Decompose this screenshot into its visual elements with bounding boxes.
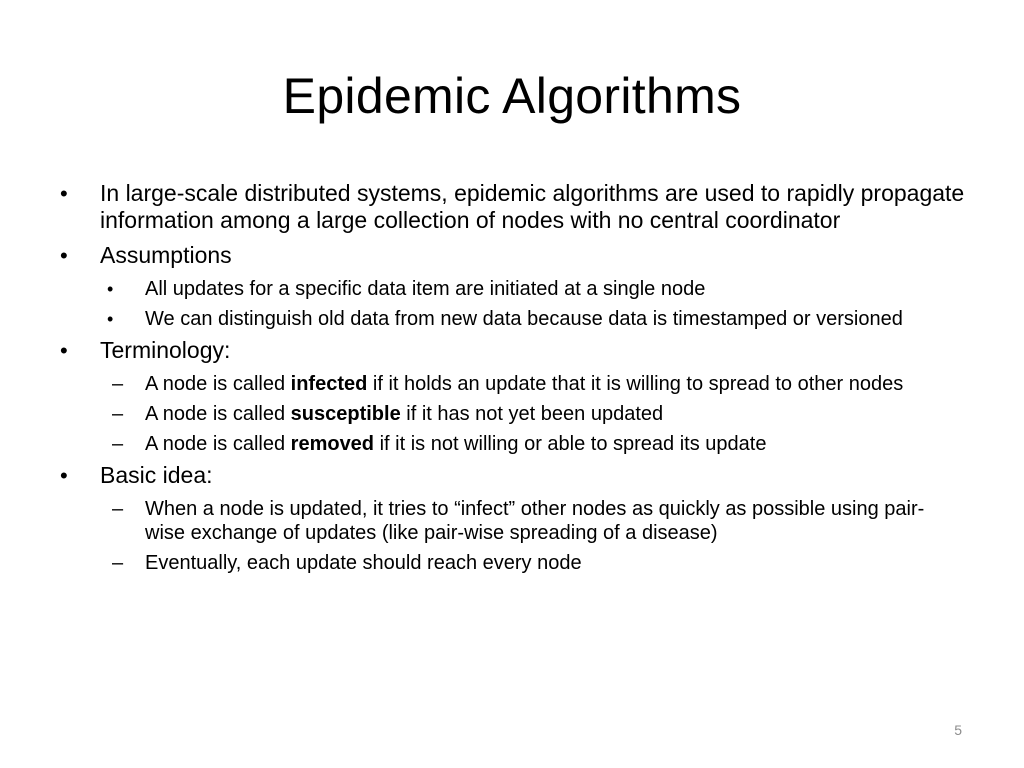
sub-bullet-text: Eventually, each update should reach every node — [145, 552, 582, 574]
sub-bullet-marker: – — [112, 552, 124, 574]
bullet-text: In large-scale distributed systems, epidemic algorithms are used to rapidly propagate information among a large collection of nodes with no central coordinator — [100, 180, 965, 233]
bullet-text: Assumptions — [100, 242, 232, 268]
sub-bullet-infect-others — [0, 497, 1024, 545]
bullet-marker: • — [60, 338, 68, 363]
sub-bullet-text: When a node is updated, it tries to “infect” other nodes as quickly as possible using pair-wise exchange of updates (like pair-wise spreading of a disease) — [145, 498, 925, 544]
bullet-marker: • — [60, 463, 68, 488]
sub-bullet-marker: – — [112, 433, 124, 455]
slide-number: 5 — [954, 722, 962, 738]
bullet-text: Terminology: — [100, 337, 231, 363]
bullet-terminology — [0, 337, 1024, 364]
sub-bullet-text-post: if it holds an update that it is willing to spread to other nodes — [367, 373, 904, 395]
bullet-distributed-systems — [0, 180, 1024, 234]
sub-bullet-text-post: if it is not willing or able to spread its update — [374, 433, 767, 455]
sub-bullet-single-node — [0, 277, 1024, 301]
bullet-assumptions — [0, 242, 1024, 269]
sub-bullet-text-post: if it has not yet been updated — [400, 403, 664, 425]
sub-bullet-infected — [0, 372, 1024, 396]
term-susceptible: susceptible — [290, 403, 401, 425]
sub-bullet-marker: – — [112, 403, 124, 425]
slide-body — [0, 180, 1024, 581]
sub-bullet-text-pre: A node is called — [145, 403, 291, 425]
sub-bullet-text: All updates for a specific data item are initiated at a single node — [145, 278, 706, 300]
sub-bullet-removed — [0, 432, 1024, 456]
term-infected: infected — [290, 373, 368, 395]
bullet-text: Basic idea: — [100, 462, 213, 488]
bullet-marker: • — [60, 181, 68, 206]
bullet-marker: • — [60, 243, 68, 268]
sub-bullet-timestamped — [0, 307, 1024, 331]
slide-title: Epidemic Algorithms — [282, 68, 742, 124]
sub-bullet-marker: – — [112, 498, 124, 520]
sub-bullet-marker: – — [112, 373, 124, 395]
term-removed: removed — [290, 433, 375, 455]
sub-bullet-text-pre: A node is called — [145, 373, 291, 395]
sub-bullet-susceptible — [0, 402, 1024, 426]
sub-bullet-text-pre: A node is called — [145, 433, 291, 455]
sub-bullet-text: We can distinguish old data from new data because data is timestamped or versioned — [145, 308, 903, 330]
sub-bullet-eventually — [0, 551, 1024, 575]
bullet-basic-idea — [0, 462, 1024, 489]
sub-bullet-marker: • — [107, 309, 114, 329]
sub-bullet-marker: • — [107, 279, 114, 299]
